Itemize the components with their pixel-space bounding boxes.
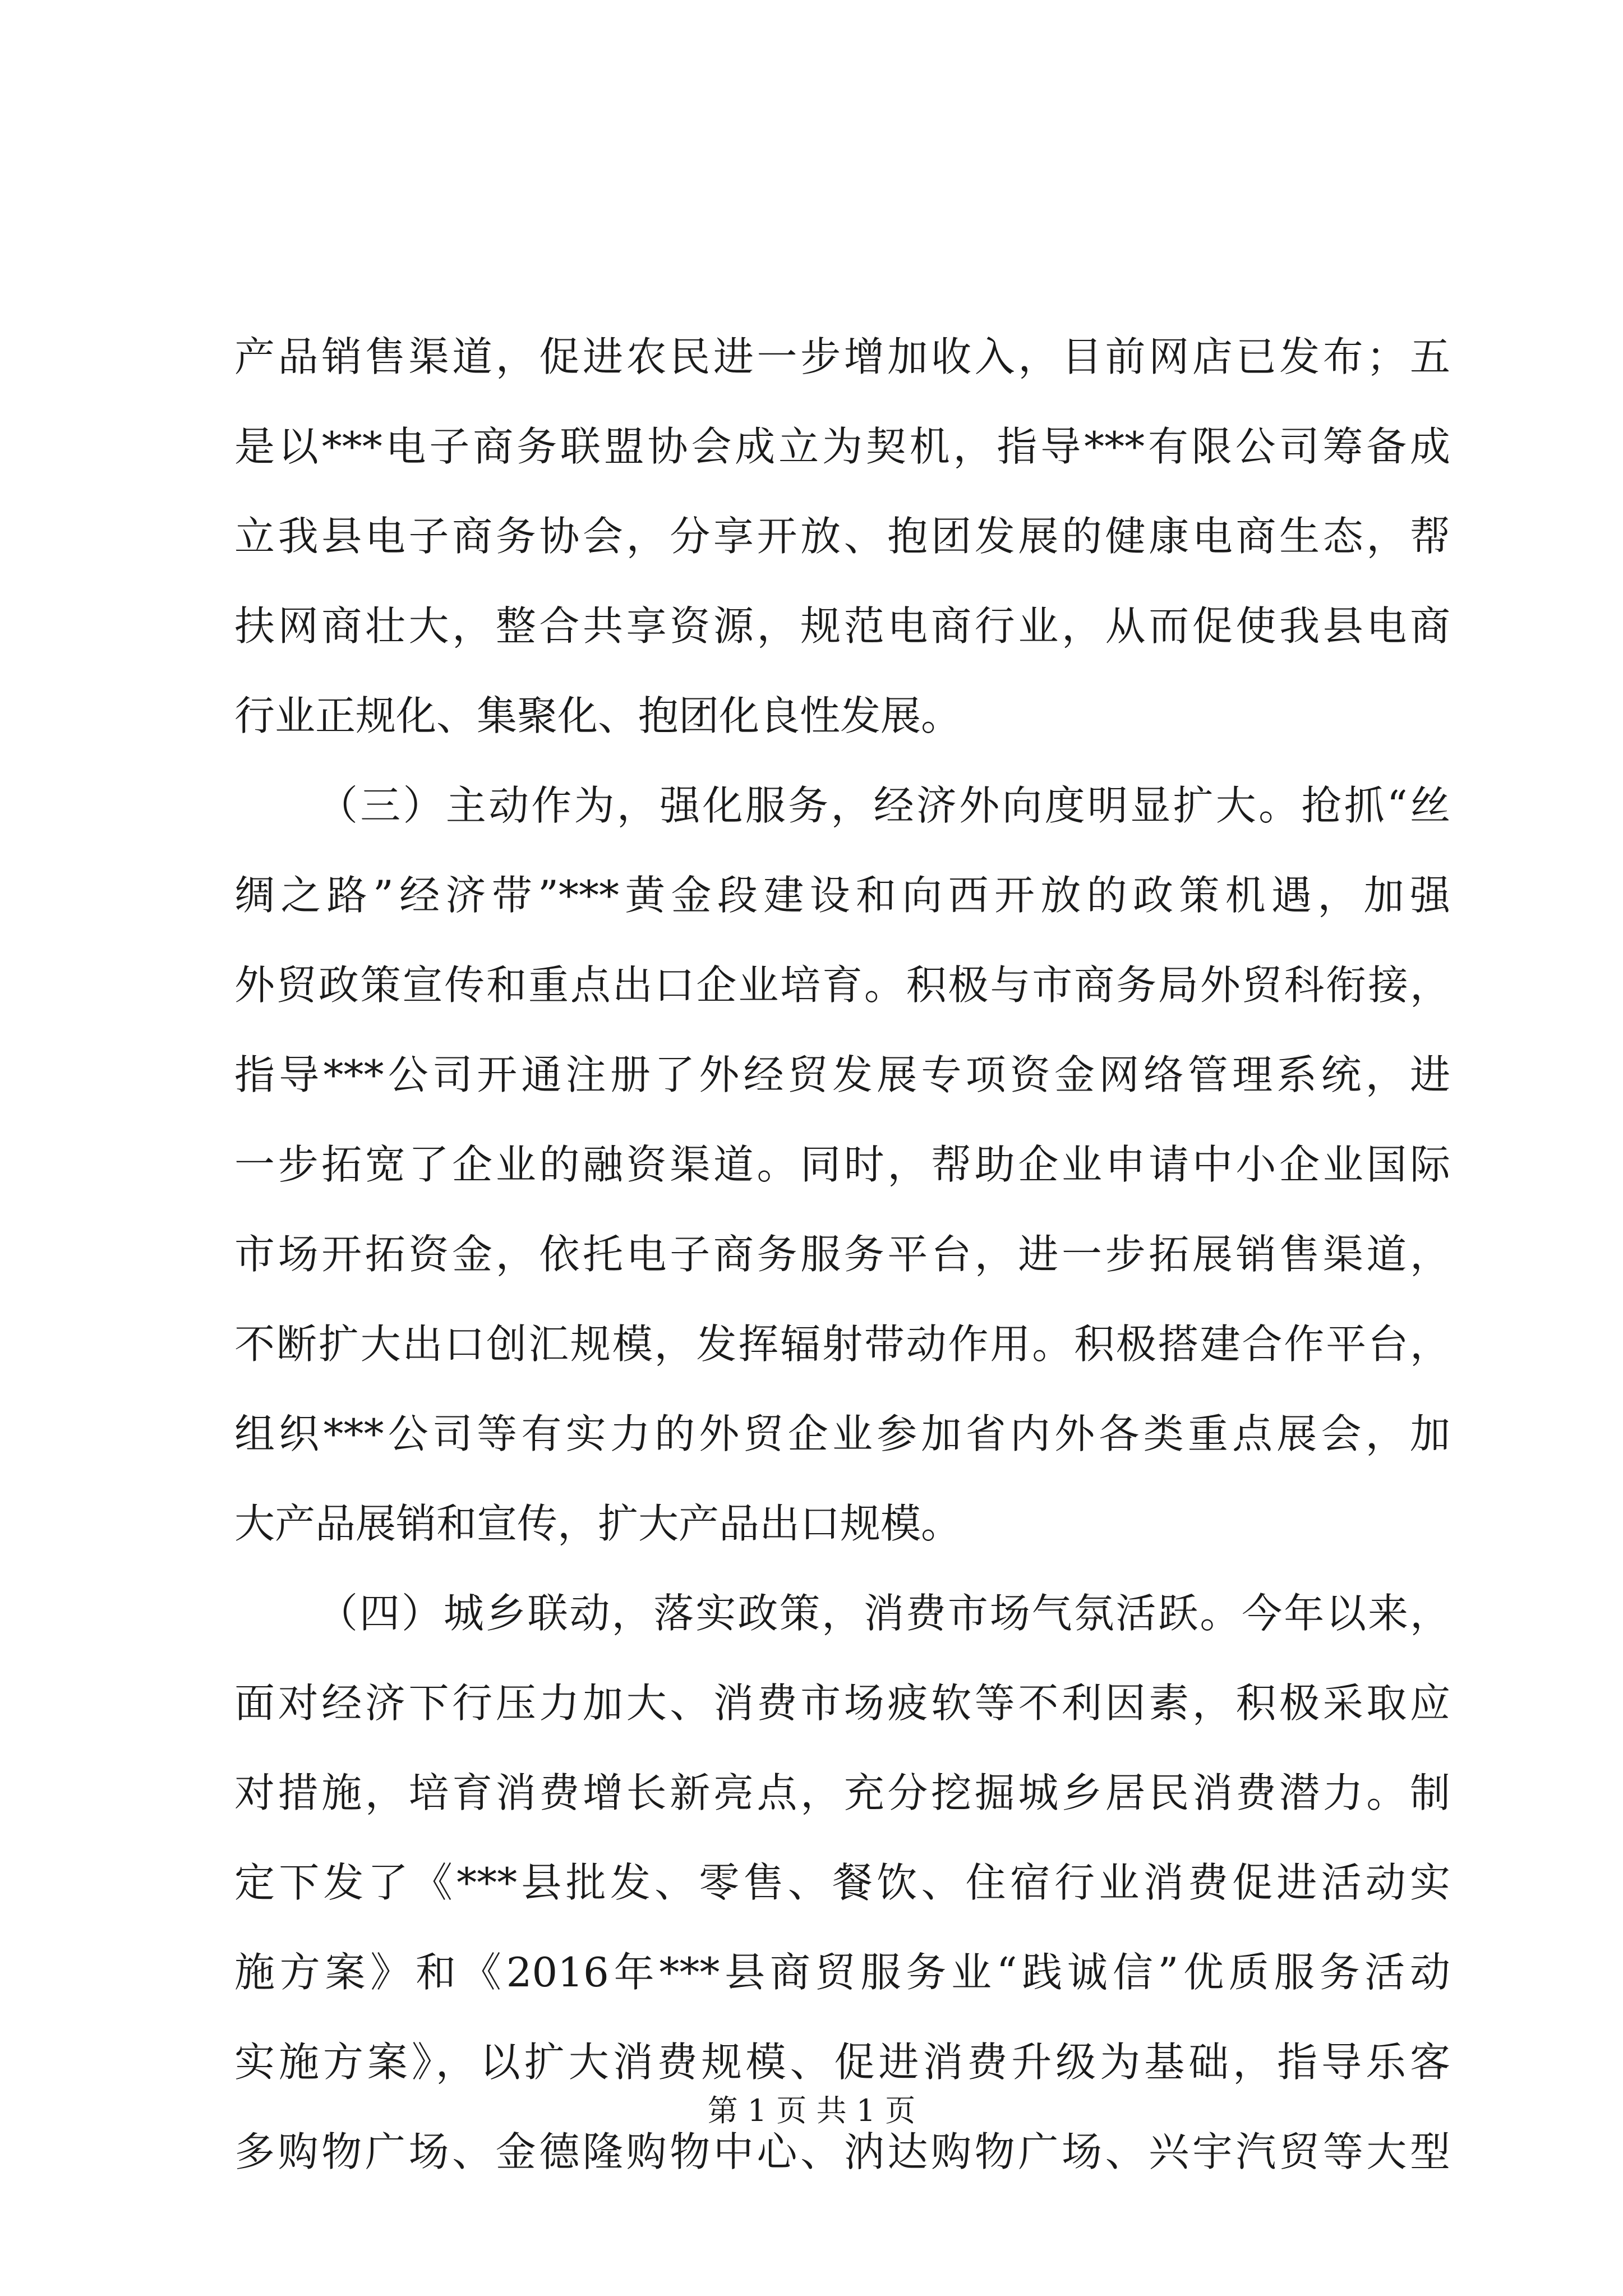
text-line: 实施方案》，以扩大消费规模、促进消费升级为基础，指导乐客 bbox=[234, 2039, 1450, 2086]
paragraph-heading-line: （四）城乡联动，落实政策，消费市场气氛活跃。今年以来， bbox=[317, 1590, 1450, 1637]
text-line: 施方案》和《2016年***县商贸服务业“践诚信”优质服务活动 bbox=[234, 1949, 1450, 1996]
text-line: 绸之路”经济带”***黄金段建设和向西开放的政策机遇，加强 bbox=[234, 872, 1450, 919]
text-line: 面对经济下行压力加大、消费市场疲软等不利因素，积极采取应 bbox=[234, 1680, 1450, 1727]
text-line: 行业正规化、集聚化、抱团化良性发展。 bbox=[234, 692, 962, 739]
text-line: 对措施，培育消费增长新亮点，充分挖掘城乡居民消费潜力。制 bbox=[234, 1769, 1450, 1816]
text-line: 指导***公司开通注册了外经贸发展专项资金网络管理系统，进 bbox=[234, 1051, 1450, 1098]
text-line: 市场开拓资金，依托电子商务服务平台，进一步拓展销售渠道， bbox=[234, 1231, 1450, 1278]
text-line: 是以***电子商务联盟协会成立为契机，指导***有限公司筹备成 bbox=[234, 423, 1450, 470]
text-line: 多购物广场、金德隆购物中心、汭达购物广场、兴宇汽贸等大型 bbox=[234, 2128, 1450, 2175]
paragraph-heading-line: （三）主动作为，强化服务，经济外向度明显扩大。抢抓“丝 bbox=[317, 782, 1450, 829]
text-line: 立我县电子商务协会，分享开放、抱团发展的健康电商生态，帮 bbox=[234, 513, 1450, 560]
text-line: 扶网商壮大，整合共享资源，规范电商行业，从而促使我县电商 bbox=[234, 602, 1450, 650]
text-line: 大产品展销和宣传，扩大产品出口规模。 bbox=[234, 1500, 962, 1547]
text-line: 定下发了《***县批发、零售、餐饮、住宿行业消费促进活动实 bbox=[234, 1859, 1450, 1906]
text-line: 不断扩大出口创汇规模，发挥辐射带动作用。积极搭建合作平台， bbox=[234, 1320, 1450, 1368]
text-line: 一步拓宽了企业的融资渠道。同时，帮助企业申请中小企业国际 bbox=[234, 1141, 1450, 1188]
document-body bbox=[234, 312, 1450, 2197]
text-line: 产品销售渠道，促进农民进一步增加收入，目前网店已发布；五 bbox=[234, 333, 1450, 380]
text-line: 组织***公司等有实力的外贸企业参加省内外各类重点展会，加 bbox=[234, 1410, 1450, 1457]
page-footer: 第 1 页 共 1 页 bbox=[707, 2093, 916, 2128]
text-line: 外贸政策宣传和重点出口企业培育。积极与市商务局外贸科衔接， bbox=[234, 961, 1450, 1009]
